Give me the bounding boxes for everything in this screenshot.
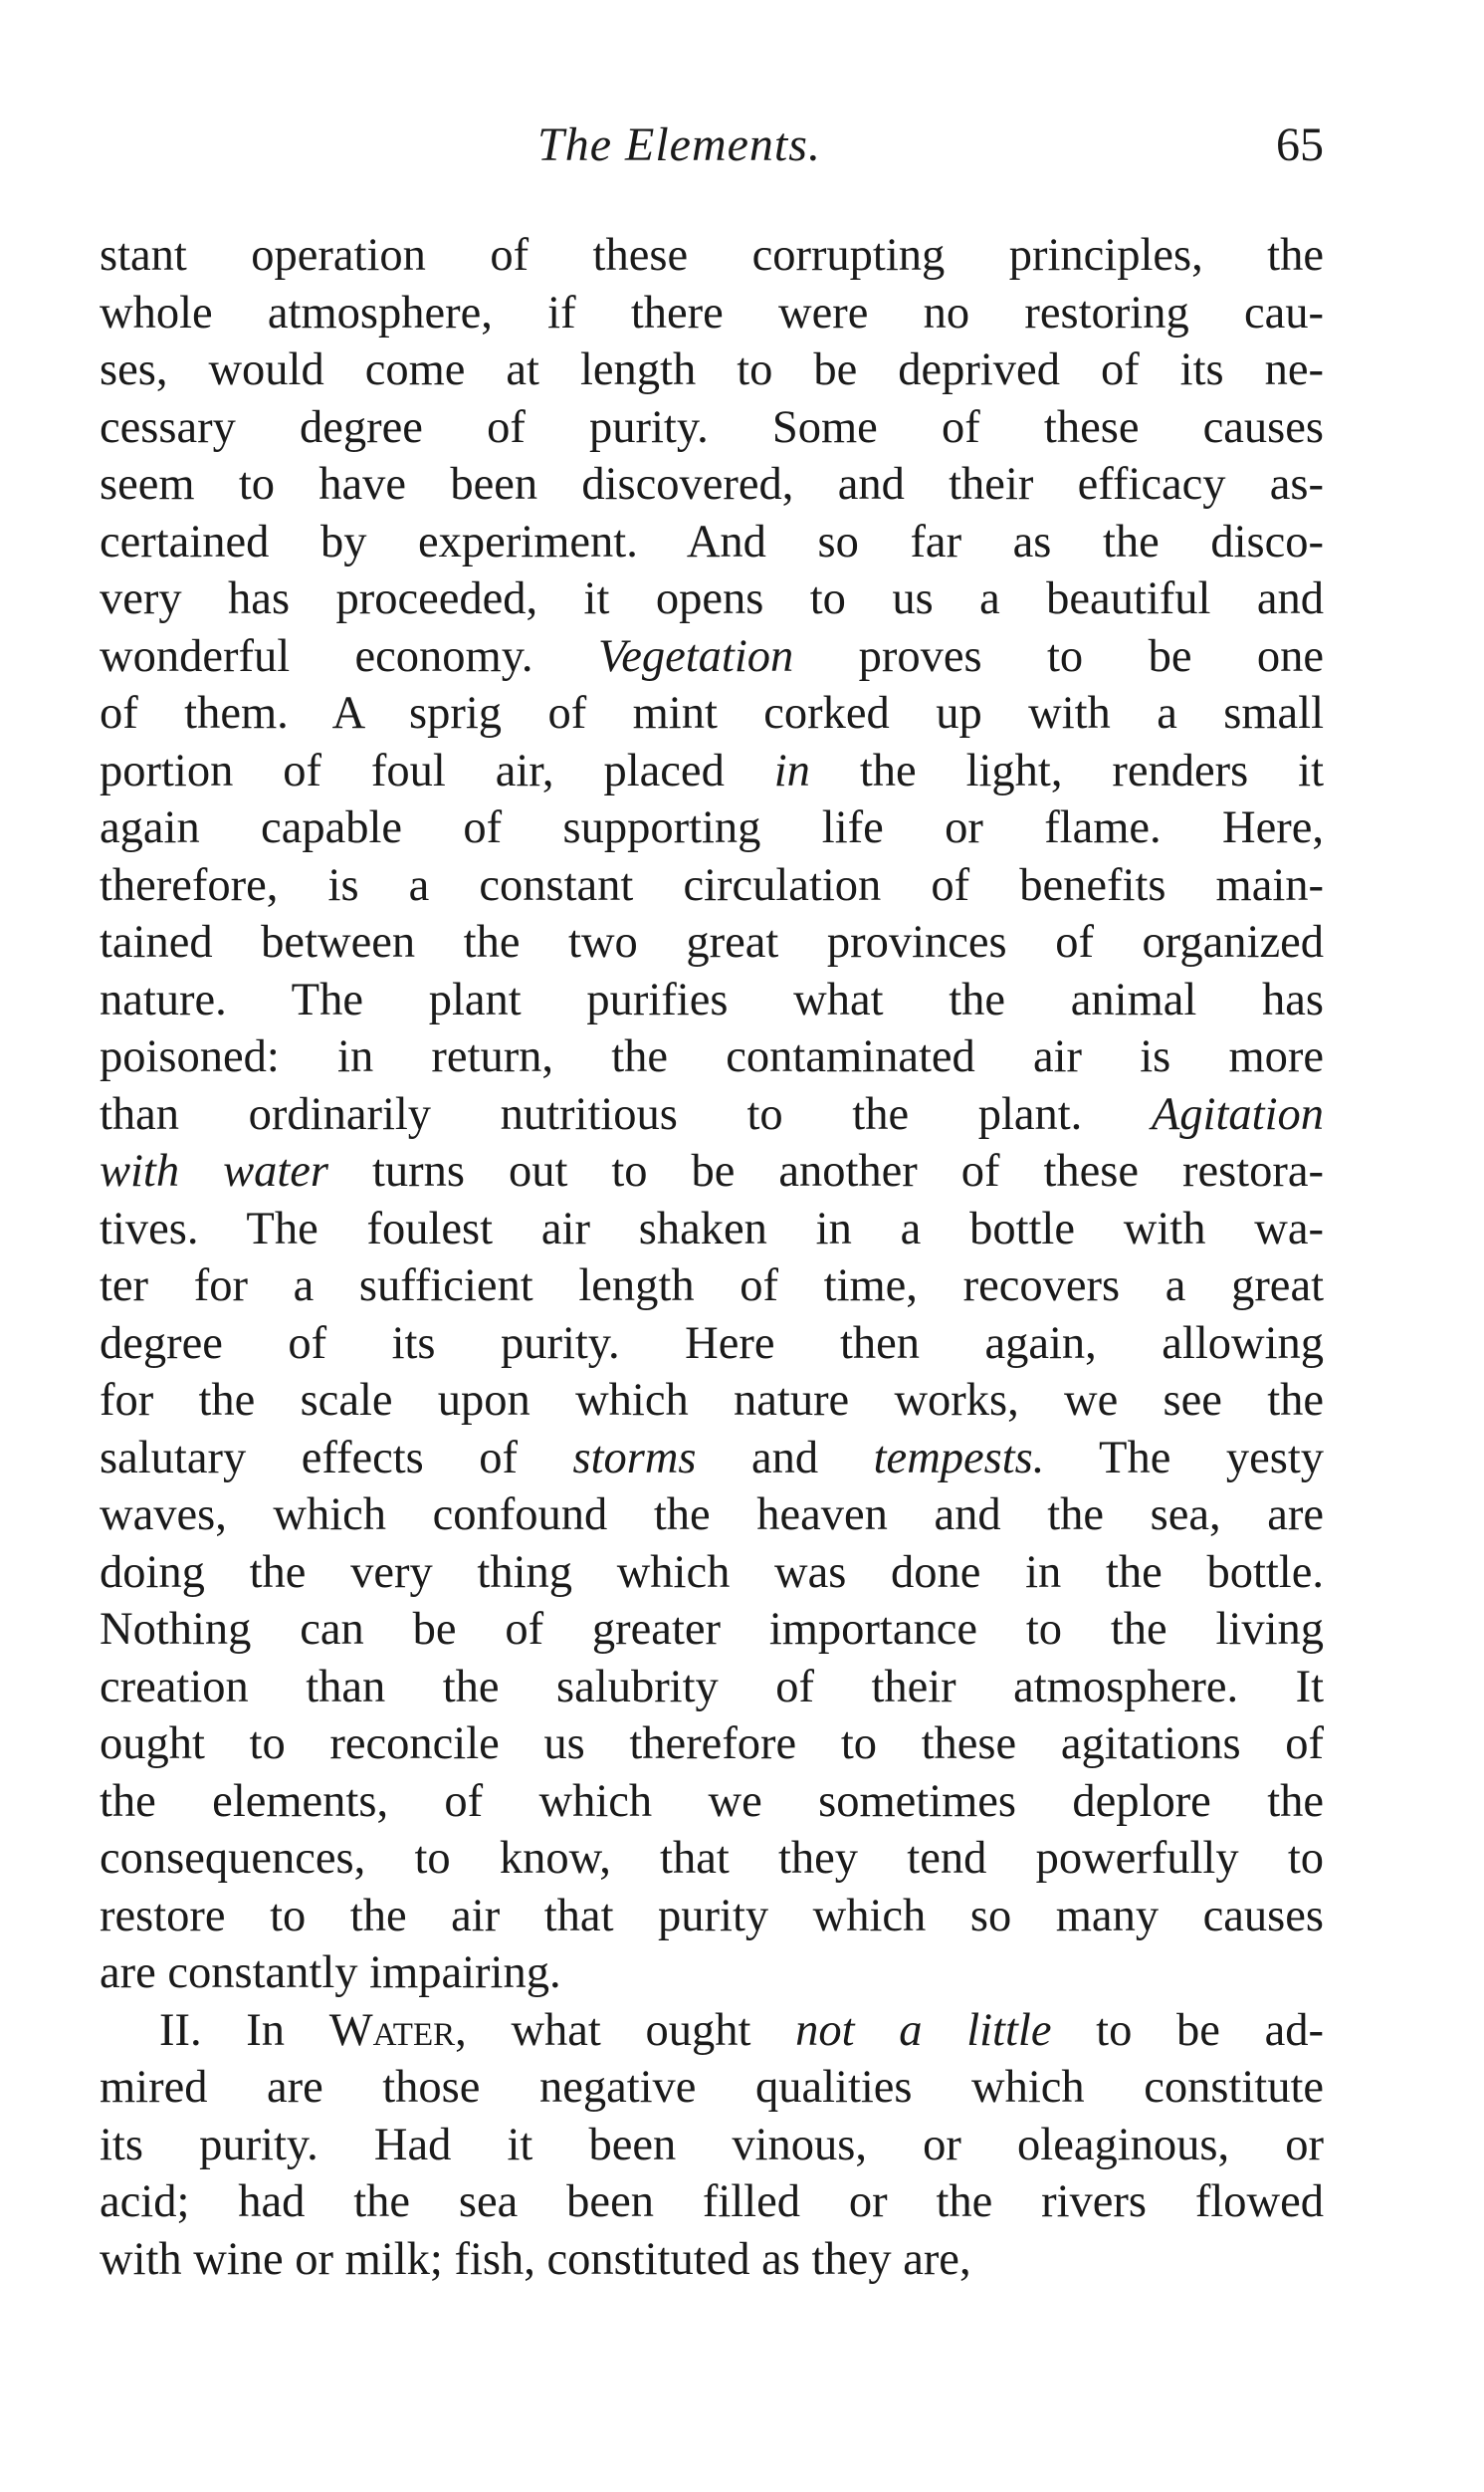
text-run: and [696, 1432, 874, 1483]
text-line [100, 1486, 1324, 1544]
text-run: , what ought [455, 2004, 796, 2056]
text-run: Nothing can be of greater importance to the living [100, 1604, 1324, 1655]
text-run: the elements, of which we sometimes deplore the [100, 1775, 1324, 1827]
text-run: ses, would come at length to be deprived of its ne- [100, 344, 1324, 395]
text-run: II. In [159, 2004, 329, 2056]
text-line [100, 685, 1324, 743]
text-run: consequences, to know, that they tend powerfully to [100, 1833, 1324, 1884]
page-number: 65 [1276, 118, 1324, 171]
text-line [100, 1830, 1324, 1888]
text-run: wonderful economy. [100, 630, 598, 682]
text-run: very has proceeded, it opens to us a beautiful and [100, 573, 1324, 624]
text-line [100, 2173, 1324, 2231]
text-line [100, 399, 1324, 457]
text-line [100, 1888, 1324, 1945]
italic-text: Agitation [1151, 1088, 1324, 1140]
text-line [100, 1715, 1324, 1773]
text-run: of them. A sprig of mint corked up with a small [100, 688, 1324, 739]
text-line [100, 1143, 1324, 1201]
text-run: with wine or milk; fish, constituted as they are, [100, 2233, 971, 2285]
text-line [100, 2059, 1324, 2117]
text-line [100, 456, 1324, 514]
text-run: again capable of supporting life or flame. Here, [100, 802, 1324, 853]
text-line [100, 1944, 1324, 2002]
text-line [100, 514, 1324, 571]
text-run: poisoned: in return, the contaminated air is more [100, 1031, 1324, 1082]
text-line [100, 1028, 1324, 1086]
text-line [100, 743, 1324, 800]
text-run: acid; had the sea been filled or the rivers flowed [100, 2176, 1324, 2227]
text-line [100, 1201, 1324, 1258]
text-line [100, 1257, 1324, 1315]
text-run: whole atmosphere, if there were no restoring cau- [100, 287, 1324, 339]
text-run: portion of foul air, placed [100, 745, 774, 796]
text-run: for the scale upon which nature works, we see the [100, 1375, 1324, 1426]
text-run: degree of its purity. Here then again, allowing [100, 1317, 1324, 1369]
text-run: turns out to be another of these restora- [328, 1146, 1324, 1197]
running-head [100, 117, 1324, 177]
text-line [100, 285, 1324, 342]
text-line [100, 2002, 1324, 2060]
text-run: stant operation of these corrupting principles, the [100, 230, 1324, 281]
text-line [100, 1601, 1324, 1659]
italic-text: not a little [795, 2004, 1052, 2056]
text-run: doing the very thing which was done in the bottle. [100, 1546, 1324, 1598]
text-run: salutary effects of [100, 1432, 573, 1483]
small-caps-text: Water [328, 2004, 456, 2056]
text-run: tained between the two great provinces of organized [100, 917, 1324, 968]
italic-text: storms [572, 1432, 697, 1483]
text-line [100, 972, 1324, 1029]
text-run: restore to the air that purity which so many causes [100, 1890, 1324, 1941]
italic-text: in [773, 745, 810, 796]
text-line [100, 2231, 1324, 2289]
text-line [100, 1544, 1324, 1602]
text-run: the light, renders it [809, 745, 1324, 796]
italic-text: with water [100, 1146, 328, 1197]
text-line [100, 799, 1324, 857]
text-run: therefore, is a constant circulation of benefits main- [100, 859, 1324, 911]
text-line [100, 857, 1324, 915]
text-run: seem to have been discovered, and their efficacy as- [100, 459, 1324, 510]
italic-text: Vegetation [597, 630, 794, 682]
text-line [100, 1086, 1324, 1144]
body-text [100, 227, 1324, 2288]
text-run: creation than the salubrity of their atmosphere. It [100, 1661, 1324, 1712]
text-run: are constantly impairing. [100, 1947, 561, 1998]
text-run: cessary degree of purity. Some of these causes [100, 401, 1324, 453]
text-run: The yesty [1044, 1432, 1324, 1483]
text-line [100, 1315, 1324, 1373]
text-line [100, 914, 1324, 972]
text-run: its purity. Had it been vinous, or oleaginous, or [100, 2119, 1324, 2170]
text-line [100, 628, 1324, 686]
text-run: waves, which confound the heaven and the sea, are [100, 1489, 1324, 1540]
text-run: proves to be one [793, 630, 1324, 682]
text-run: than ordinarily nutritious to the plant. [100, 1088, 1152, 1140]
text-run: certained by experiment. And so far as the disco- [100, 516, 1324, 567]
text-line [100, 1659, 1324, 1716]
text-run: ought to reconcile us therefore to these agitations of [100, 1718, 1324, 1769]
text-line [100, 1773, 1324, 1831]
text-line [100, 341, 1324, 399]
text-line [100, 1430, 1324, 1487]
text-run: to be ad- [1051, 2004, 1324, 2056]
text-line [100, 570, 1324, 628]
text-run: mired are those negative qualities which constitute [100, 2062, 1324, 2113]
text-line [100, 2117, 1324, 2174]
text-line [100, 227, 1324, 285]
text-run: tives. The foulest air shaken in a bottle with wa- [100, 1203, 1324, 1254]
running-title: The Elements. [537, 118, 821, 171]
italic-text: tempests. [873, 1432, 1045, 1483]
text-line [100, 1372, 1324, 1430]
text-run: nature. The plant purifies what the animal has [100, 974, 1324, 1025]
text-run: ter for a sufficient length of time, recovers a great [100, 1260, 1324, 1311]
